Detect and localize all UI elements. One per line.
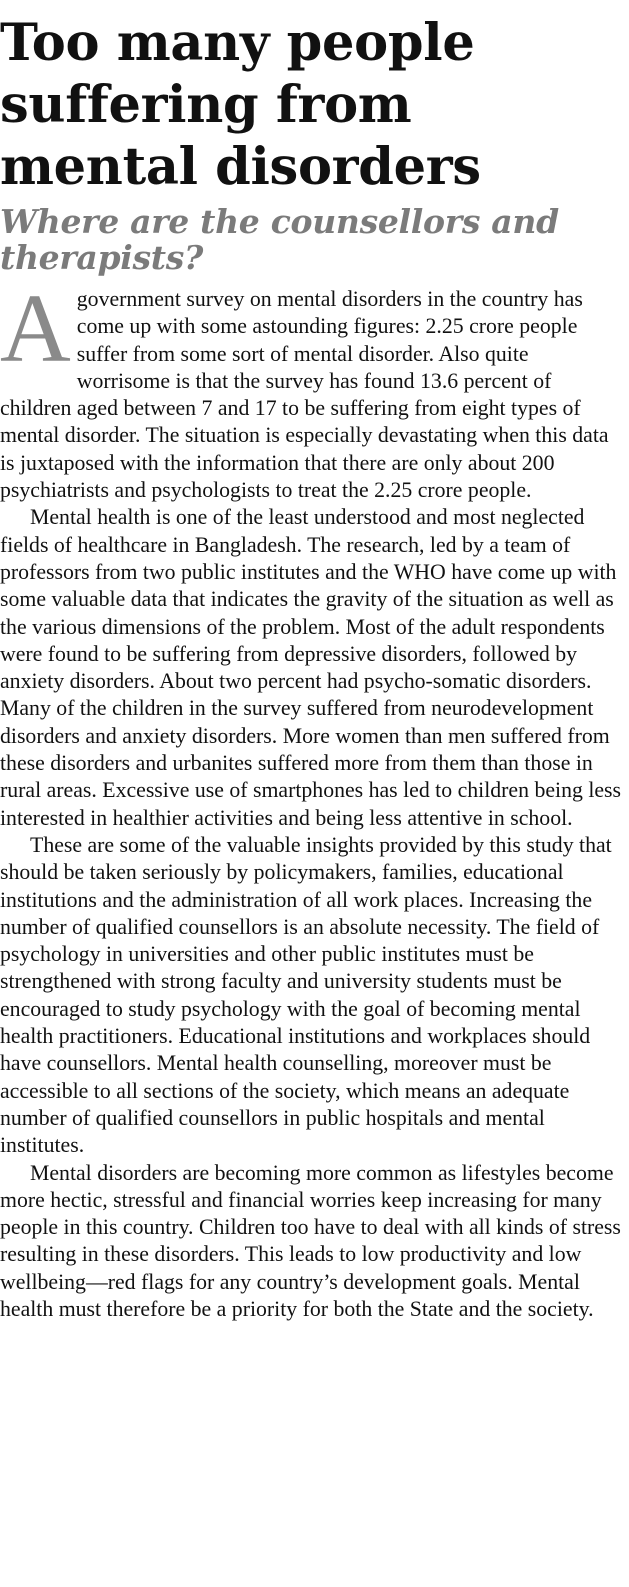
paragraph-2: Mental health is one of the least understood and most neglected fields of healthcare in Bangladesh. The research, led by a team of professors from two public institutes and the WHO have come up with some valuable data that indicates the gravity of the situation as well as the various dimensions of the problem. Most of the adult respondents were found to be suffering from depressive disorders, followed by anxiety disorders. About two percent had psycho-somatic disorders. Many of the children in the survey suffered from neurodevelopment disorders and anxiety disorders. More women than men suffered from these disorders and urbanites suffered more from them than those in rural areas. Excessive use of smartphones has led to children being less interested in healthier activities and being less attentive in school. [0,505,622,830]
paragraph-3: These are some of the valuable insights provided by this study that should be taken seriously by policymakers, families, educational institutions and the administration of all work places. Increasing the number of qualified counsellors is an absolute necessity. The field of psychology in universities and other public institutes must be strengthened with strong faculty and university students must be encouraged to study psychology with the goal of becoming mental health practitioners. Educational institutions and workplaces should have counsellors. Mental health counselling, moreover must be accessible to all sections of the society, which means an adequate number of qualified counsellors in public hospitals and mental institutes. [0,832,612,1158]
paragraph-1 [0,275,622,504]
paragraph-1-text: government survey on mental disorders in the country has come up with some astounding figures: 2.25 crore people suffer from some sort of mental disorder. Also quite worrisome is that the survey has found 13.6 percent of children aged between 7 and 17 to be suffering from eight types of mental disorder. The situation is especially devastating when this data is juxtaposed with the information that there are only about 200 psychiatrists and psychologists to treat the 2.25 crore people. [0,287,609,503]
drop-cap: A [0,275,71,383]
subheadline: Where are the counsellors and therapists? [0,202,559,277]
article-body [0,275,622,1323]
headline: Too many people suffering from mental disorders [0,13,481,197]
paragraph-4: Mental disorders are becoming more common as lifestyles become more hectic, stressful and financial worries keep increasing for many people in this country. Children too have to deal with all kinds of stress resulting in these disorders. This leads to low productivity and low wellbeing—red flags for any country’s development goals. Mental health must therefore be a priority for both the State and the society. [0,1160,621,1321]
